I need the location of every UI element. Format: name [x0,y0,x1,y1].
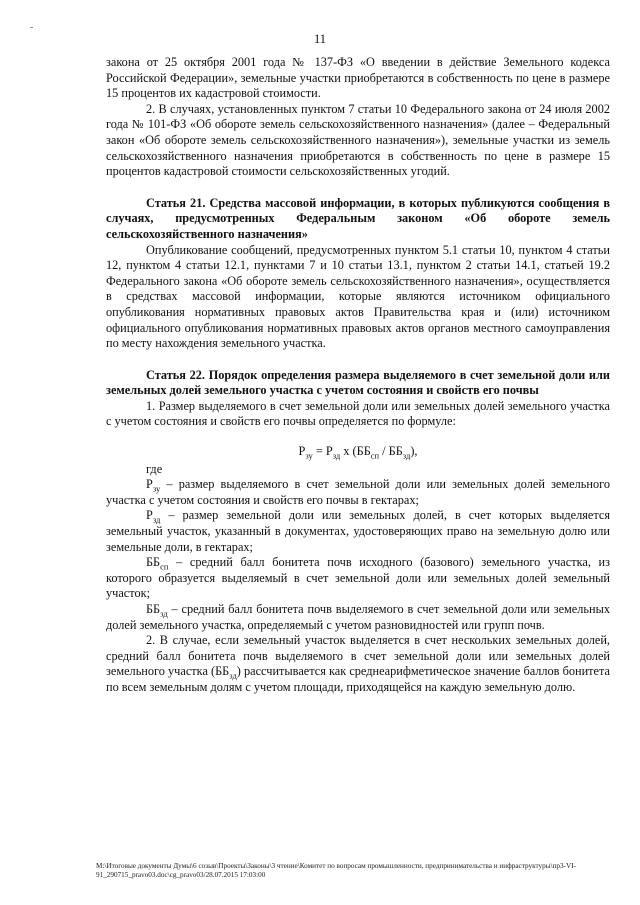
article-21-text: Опубликование сообщений, предусмотренных пунктом 5.1 статьи 10, пунктом 4 статьи 12, пунктом 4 статьи 12.1, пунктами 7 и 10 статьи 13.1, пунктом 2 статьи 14.1, статьей 19.2 Федерального закона «Об обороте земель сельскохозяйственного назначения», осуществляется в средствах массовой информации, которые являются источником официального опубликования нормативных правовых актов Правительства края и (или) источником официального опубликования нормативных правовых актов органов местного самоуправления по месту нахождения земельного участка. [106,242,610,351]
where-label: где [146,461,163,476]
corner-mark: - [30,22,34,33]
article-22-item-2: 2. В случае, если земельный участок выделяется в счет нескольких земельных долей, средний балл бонитета почв выделяемого в счет земельной доли или земельных долей земельного участка $(ББ_{зд})$ рассчитывается как среднеарифметическое значение баллов бонитета по всем земельным долям с учетом площади, приходящейся на каждую земельную долю. [106,633,610,694]
file-path-footer: М:\Итоговые документы Думы\6 созыв\Проекты\Законы\3 чтение\Комитет по вопросам промышленности, предпринимательства и инфраструктуры\пр3-VI-91_290715_pravo03.doc\cg_pravo03/28.07.2015 17:03:00 [96,862,576,879]
definition-p-zd: $Р_{зд}$ – размер земельной доли или земельных долей, в счет которых выделяется земельный участок, указанный в документах, удостоверяющих право на земельную долю или земельные доли, в гектарах; [106,508,610,554]
definition-bb-sp: $ББ_{сп}$ – средний балл бонитета почв исходного (базового) земельного участка, из которого образуется выделяемый в счет земельной доли или земельных долей земельный участок; [106,555,610,601]
article-22-item-1: 1. Размер выделяемого в счет земельной доли или земельных долей земельного участка с учетом состояния и свойств его почвы определяется по формуле: [106,398,610,429]
page-number: 11 [313,32,327,46]
definition-p-zu: $Р_{зу}$ – размер выделяемого в счет земельной доли или земельных долей земельного участка с учетом состояния и свойств его почвы в гектарах; [106,477,610,507]
article-21-heading: Статья 21. Средства массовой информации, в которых публикуются сообщения в случаях, предусмотренных Федеральным законом «Об обороте земель сельскохозяйственного назначения» [106,195,610,241]
formula: $Р_{зу} = Р_{зд}$ х $(ББ_{сп} / ББ_{зд})$, [298,444,418,461]
article-22-heading: Статья 22. Порядок определения размера выделяемого в счет земельной доли или земельных долей земельного участка с учетом состояния и свойств его почвы [106,367,610,398]
paragraph-2: 2. В случаях, установленных пунктом 7 статьи 10 Федерального закона от 24 июля 2002 года № 101-ФЗ «Об обороте земель сельскохозяйственного назначения» (далее – Федеральный закон «Об обороте земель сельскохозяйственного назначения»), земельные участки из земель сельскохозяйственного назначения приобретаются в собственность по цене в размере 15 процентов кадастровой стоимости сельскохозяйственных угодий. [106,101,610,179]
paragraph-1: закона от 25 октября 2001 года № 137-ФЗ «О введении в действие Земельного кодекса Российской Федерации», земельные участки приобретаются в собственность по цене в размере 15 процентов их кадастровой стоимости. [106,55,610,101]
definition-bb-zd: $ББ_{зд}$ – средний балл бонитета почв выделяемого в счет земельной доли или земельных долей земельного участка, определяемый с учетом разновидностей или групп почв. [106,602,610,632]
document-body [106,55,610,696]
